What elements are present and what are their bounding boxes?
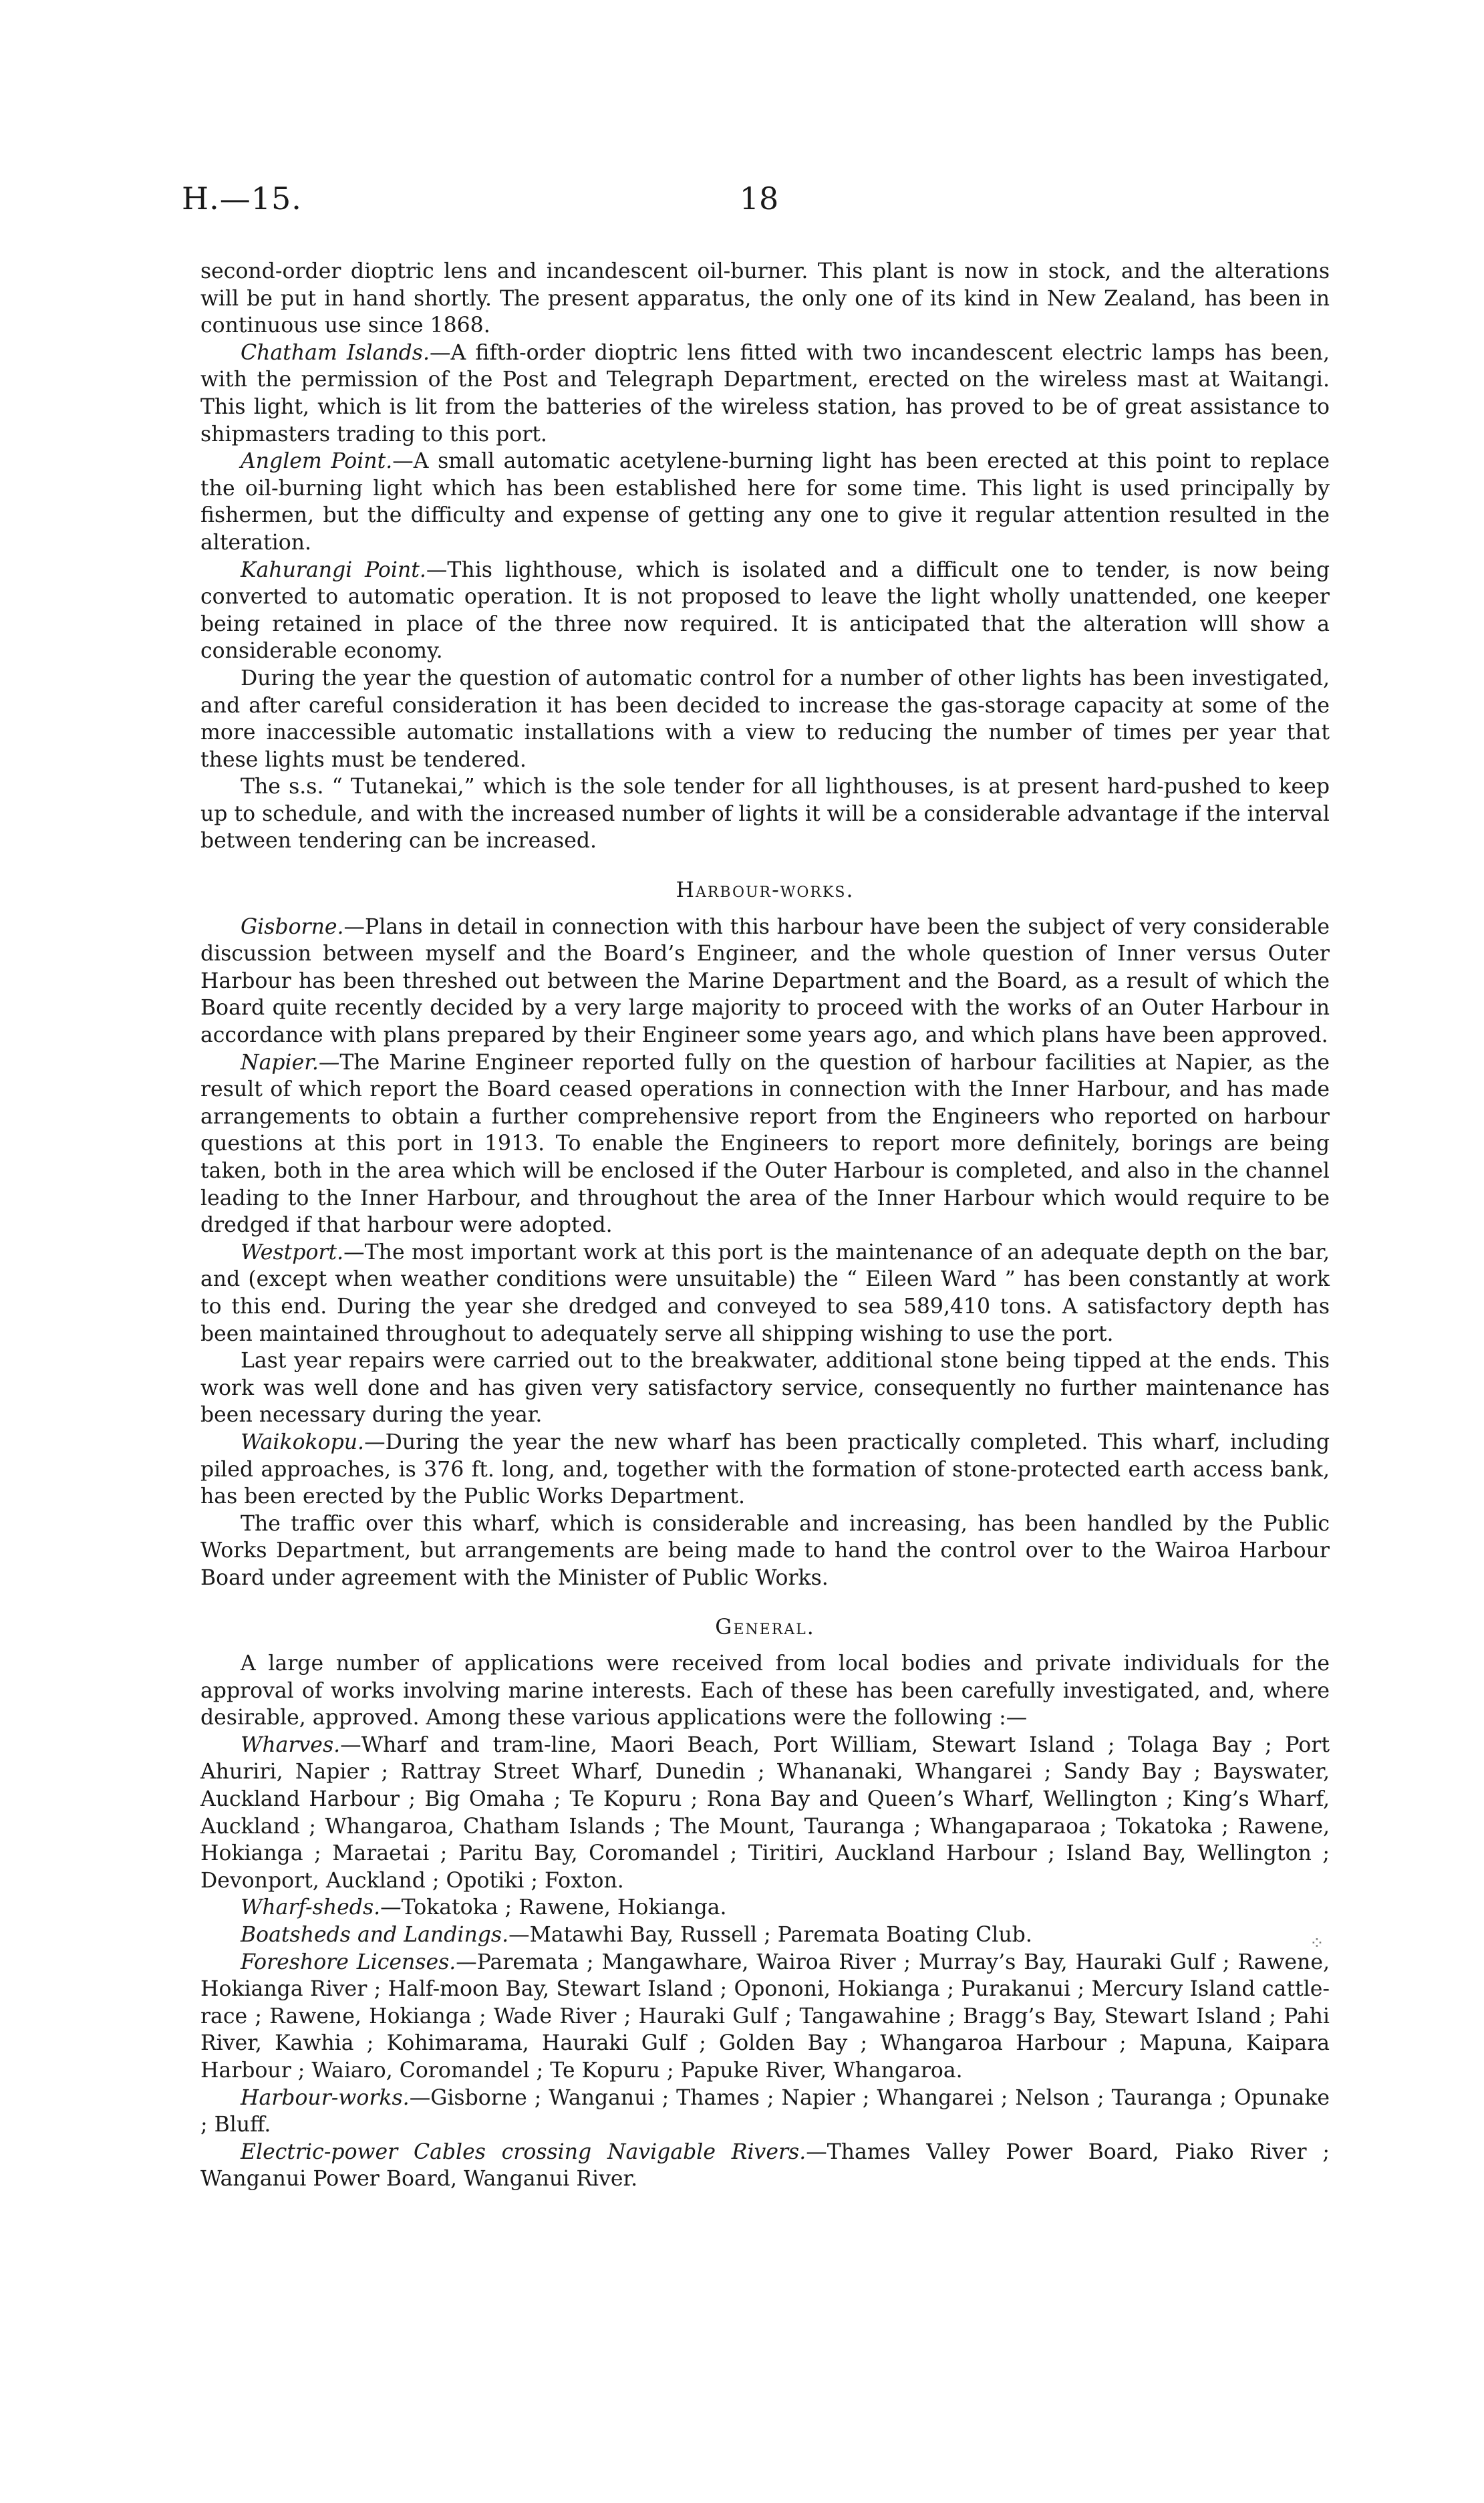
paragraph-breakwater: Last year repairs were carried out to the breakwater, additional stone being tipped at the ends. This work was well done and has given very satisfactory service, consequently no further maintenance has been necessary during the year. — [200, 1349, 1330, 1428]
paragraph-wharf-sheds: Wharf-sheds.—Tokatoka ; Rawene, Hokianga. — [241, 1895, 727, 1920]
paragraph-chatham-islands: Chatham Islands.—A fifth-order dioptric lens fitted with two incandescent electric lamps has been, with the permission of the Post and Telegraph Department, erected on the wireless mast at Waitangi. This light, which is lit from the batteries of the wireless station, has proved to be of great assistance to shipmasters trading to this port. — [200, 340, 1330, 446]
paragraph-foreshore-licenses: Foreshore Licenses.—Paremata ; Mangawhare, Wairoa River ; Murray’s Bay, Hauraki Gulf ; Rawene, Hokianga River ; Half-moon Bay, Stewart Island ; Opononi, Hokianga ; Purakanui ; Mercury Island cattle-race ; Rawene, Hokianga ; Wade River ; Hauraki Gulf ; Tangawahine ; Bragg’s Bay, Stewart Island ; Pahi River, Kawhia ; Kohimarama, Hauraki Gulf ; Golden Bay ; Whangaroa Harbour ; Mapuna, Kaipara Harbour ; Waiaro, Coromandel ; Te Kopuru ; Papuke River, Whangaroa. — [200, 1950, 1330, 2083]
paragraph-westport: Westport.—The most important work at this port is the maintenance of an adequate depth on the bar, and (except when weather conditions were unsuitable) the “ Eileen Ward ” has been constantly at work to this end. During the year she dredged and conveyed to sea 589,410 tons. A satisfactory depth has been maintained throughout to adequately serve all shipping wishing to use the port. — [200, 1240, 1330, 1346]
paragraph-wharf-traffic: The traffic over this wharf, which is considerable and increasing, has been handled by the Public Works Department, but arrangements are being made to hand the control over to the Wairoa Harbour Board under agreement with the Minister of Public Works. — [200, 1511, 1330, 1590]
paragraph-boatsheds: Boatsheds and Landings.—Matawhi Bay, Russell ; Paremata Boating Club. — [241, 1923, 1032, 1948]
paragraph-anglem-point: Anglem Point.—A small automatic acetylene-burning light has been erected at this point to replace the oil-burning light which has been established here for some time. This light is used principally by fishermen, but the difficulty and expense of getting any one to give it regular attention resulted in the alteration. — [200, 449, 1330, 555]
margin-mark: ⁘ — [1310, 1934, 1324, 1954]
paragraph-automatic-control: During the year the question of automatic control for a number of other lights has been investigated, and after careful consideration it has been decided to increase the gas-storage capacity at some of the more inaccessible automatic installations with a view to reducing the number of times per year that these lights must be tendered. — [200, 666, 1330, 772]
paragraph-kahurangi-point: Kahurangi Point.—This lighthouse, which is isolated and a difficult one to tender, is now being converted to automatic operation. It is not proposed to leave the light wholly unattended, one keeper being retained in place of the three now required. It is anticipated that the alteration wlll show a considerable economy. — [200, 557, 1330, 664]
paragraph-continuation: second-order dioptric lens and incandescent oil-burner. This plant is now in stock, and the alterations will be put in hand shortly. The present apparatus, the only one of its kind in New Zealand, has been in continuous use since 1868. — [200, 259, 1330, 338]
paragraph-wharves: Wharves.—Wharf and tram-line, Maori Beach, Port William, Stewart Island ; Tolaga Bay ; Port Ahuriri, Napier ; Rattray Street Wharf, Dunedin ; Whananaki, Whangarei ; Sandy Bay ; Bayswater, Auckland Harbour ; Big Omaha ; Te Kopuru ; Rona Bay and Queen’s Wharf, Wellington ; King’s Wharf, Auckland ; Whangaroa, Chatham Islands ; The Mount, Tauranga ; Whangaparaoa ; Tokatoka ; Rawene, Hokianga ; Maraetai ; Paritu Bay, Coromandel ; Tiritiri, Auckland Harbour ; Island Bay, Wellington ; Devonport, Auckland ; Opotiki ; Foxton. — [200, 1732, 1330, 1893]
paragraph-tutanekai: The s.s. “ Tutanekai,” which is the sole tender for all lighthouses, is at present hard-pushed to keep up to schedule, and with the increased number of lights it will be a considerable advantage if the interval between tendering can be increased. — [200, 775, 1330, 853]
page-header — [182, 180, 1336, 227]
page-body — [200, 258, 1330, 2193]
section-heading-general: General. — [715, 1615, 815, 1639]
paragraph-napier: Napier.—The Marine Engineer reported fully on the question of harbour facilities at Napier, as the result of which report the Board ceased operations in connection with the Inner Harbour, and has made arrangements to obtain a further comprehensive report from the Engineers who reported on harbour questions at this port in 1913. To enable the Engineers to report more definitely, borings are being taken, both in the area which will be enclosed if the Outer Harbour is completed, and also in the channel leading to the Inner Harbour, and throughout the area of the Inner Harbour which would require to be dredged if that harbour were adopted. — [200, 1050, 1330, 1238]
page-number: 18 — [739, 180, 779, 217]
paragraph-electric-power-cables: Electric-power Cables crossing Navigable Rivers.—Thames Valley Power Board, Piako River ; Wanganui Power Board, Wanganui River. — [200, 2139, 1330, 2192]
report-reference: H.—15. — [182, 180, 302, 217]
paragraph-waikokopu: Waikokopu.—During the year the new wharf has been practically completed. This wharf, including piled approaches, is 376 ft. long, and, together with the formation of stone-protected earth access bank, has been erected by the Public Works Department. — [200, 1430, 1330, 1509]
paragraph-gisborne: Gisborne.—Plans in detail in connection with this harbour have been the subject of very considerable discussion between myself and the Board’s Engineer, and the whole question of Inner versus Outer Harbour has been threshed out between the Marine Department and the Board, as a result of which the Board quite recently decided by a very large majority to proceed with the works of an Outer Harbour in accordance with plans prepared by their Engineer some years ago, and which plans have been approved. — [200, 914, 1330, 1048]
paragraph-harbour-works-list: Harbour-works.—Gisborne ; Wanganui ; Thames ; Napier ; Whangarei ; Nelson ; Tauranga ; Opunake ; Bluff. — [200, 2085, 1330, 2137]
paragraph-applications: A large number of applications were received from local bodies and private individuals for the approval of works involving marine interests. Each of these has been carefully investigated, and, where desirable, approved. Among these various applications were the following :— — [200, 1652, 1330, 1730]
section-heading-harbour-works: Harbour-works. — [676, 878, 855, 903]
